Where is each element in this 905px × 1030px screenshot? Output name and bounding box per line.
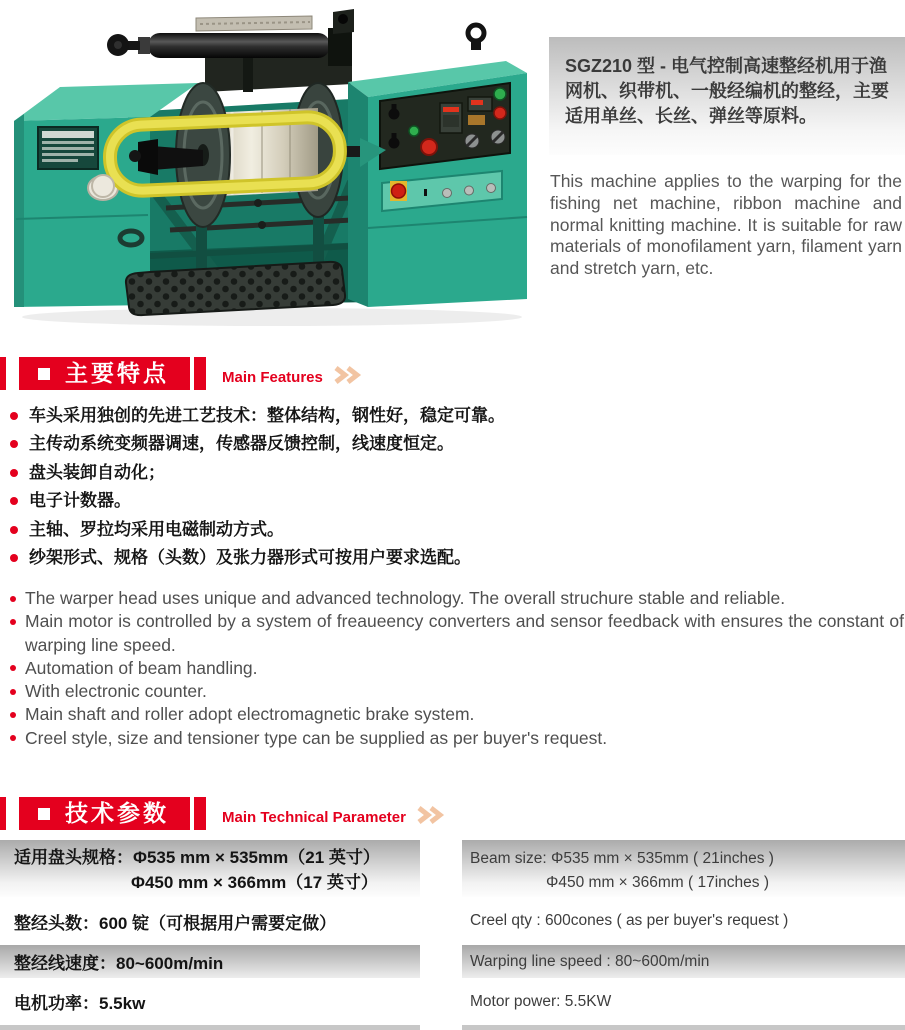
feature-cn-3: 盘头装卸自动化； bbox=[29, 462, 165, 482]
intro-english: This machine applies to the warping for the fishing net machine, ribbon machine and normal knitting machine. It is suitable for raw materials of monofilament yarn, filament yarn and stretch yarn, etc. bbox=[550, 171, 902, 279]
list-item bbox=[10, 487, 895, 515]
list-item bbox=[10, 430, 895, 458]
table-row bbox=[0, 897, 905, 945]
param-en-motor-power bbox=[462, 978, 905, 1025]
bullet-icon bbox=[10, 712, 16, 718]
param-cn-line-speed bbox=[0, 945, 420, 978]
feature-en-5: Main shaft and roller adopt electromagnetic brake system. bbox=[25, 704, 475, 725]
feature-cn-6: 纱架形式、规格（头数）及张力器形式可按用户要求选配。 bbox=[29, 548, 471, 568]
features-banner bbox=[0, 357, 363, 390]
feature-cn-5: 主轴、罗拉均采用电磁制动方式。 bbox=[29, 519, 284, 539]
feature-en-4: With electronic counter. bbox=[25, 681, 207, 702]
intro-chinese: SGZ210 型 - 电气控制高速整经机用于渔网机、织带机、一般经编机的整经，主要适用单丝、长丝、弹丝等原料。 bbox=[549, 37, 905, 155]
feature-cn-2: 主传动系统变频器调速，传感器反馈控制，线速度恒定。 bbox=[29, 434, 454, 454]
bullet-icon bbox=[10, 665, 16, 671]
features-list-cn bbox=[10, 402, 895, 572]
square-bullet-icon bbox=[38, 808, 50, 820]
machine-photo bbox=[0, 0, 540, 335]
list-item bbox=[10, 459, 895, 487]
list-item bbox=[10, 727, 904, 750]
table-row-partial bbox=[0, 1025, 905, 1030]
param-value: 整经头数：600 锭（可根据用户需要定做） bbox=[14, 913, 337, 933]
list-item bbox=[10, 516, 895, 544]
bullet-icon bbox=[10, 526, 18, 534]
param-value: Beam size: Φ535 mm × 535mm ( 21inches ) bbox=[470, 850, 774, 867]
list-item bbox=[10, 703, 904, 726]
list-item bbox=[10, 657, 904, 680]
banner-bar bbox=[194, 357, 206, 390]
bullet-icon bbox=[10, 619, 16, 625]
feature-en-3: Automation of beam handling. bbox=[25, 657, 258, 678]
parameters-title-cn: 技术参数 bbox=[65, 800, 169, 826]
param-value: 整经线速度：80~600m/min bbox=[14, 954, 224, 973]
param-value: 电机功率：5.5kw bbox=[14, 994, 146, 1013]
bullet-icon bbox=[10, 469, 18, 477]
param-en-line-speed bbox=[462, 945, 905, 978]
list-item bbox=[10, 402, 895, 430]
param-en-creel-qty bbox=[462, 897, 905, 945]
features-list-en bbox=[10, 587, 904, 750]
param-cn-motor-power bbox=[0, 978, 420, 1025]
parameters-banner bbox=[0, 797, 446, 830]
bullet-icon bbox=[10, 689, 16, 695]
param-cn-creel-qty bbox=[0, 897, 420, 945]
square-bullet-icon bbox=[38, 368, 50, 380]
feature-en-1: The warper head uses unique and advanced technology. The overall struchure stable and reliable. bbox=[25, 588, 786, 608]
parameters-title-en: Main Technical Parameter bbox=[222, 808, 406, 826]
param-cn-beam-size bbox=[0, 840, 420, 897]
feature-cn-1: 车头采用独创的先进工艺技术：整体结构，钢性好，稳定可靠。 bbox=[29, 406, 505, 425]
features-title-en: Main Features bbox=[222, 368, 323, 386]
param-value: Creel qty : 600cones ( as per buyer's request ) bbox=[470, 912, 789, 929]
param-value: 适用盘头规格：Φ535 mm × 535mm（21 英寸） bbox=[14, 848, 380, 867]
bullet-icon bbox=[10, 596, 16, 602]
bullet-icon bbox=[10, 440, 18, 448]
table-row bbox=[0, 945, 905, 978]
double-chevron-icon bbox=[333, 358, 363, 389]
feature-cn-4: 电子计数器。 bbox=[29, 491, 131, 511]
param-value: Motor power: 5.5KW bbox=[470, 992, 612, 1010]
list-item bbox=[10, 610, 904, 657]
features-banner-main bbox=[19, 357, 190, 390]
list-item bbox=[10, 587, 904, 610]
bullet-icon bbox=[10, 412, 18, 420]
bullet-icon bbox=[10, 497, 18, 505]
list-item bbox=[10, 544, 895, 572]
parameters-banner-main bbox=[19, 797, 190, 830]
param-value: Warping line speed : 80~600m/min bbox=[470, 952, 710, 970]
feature-en-2: Main motor is controlled by a system of freaueency converters and sensor feedback with ensures the constant of warping line speed. bbox=[25, 611, 904, 655]
list-item bbox=[10, 680, 904, 703]
feature-en-6: Creel style, size and tensioner type can be supplied as per buyer's request. bbox=[25, 727, 608, 748]
table-row bbox=[0, 840, 905, 897]
double-chevron-icon bbox=[416, 798, 446, 829]
bullet-icon bbox=[10, 735, 16, 741]
banner-bar bbox=[194, 797, 206, 830]
param-value: Φ450 mm × 366mm（17 英寸） bbox=[131, 873, 378, 892]
param-en-beam-size bbox=[462, 840, 905, 897]
parameters-table bbox=[0, 840, 905, 1030]
table-row bbox=[0, 978, 905, 1025]
features-title-cn: 主要特点 bbox=[65, 360, 169, 386]
bullet-icon bbox=[10, 554, 18, 562]
warping-machine-illustration bbox=[0, 0, 540, 335]
param-value: Φ450 mm × 366mm ( 17inches ) bbox=[546, 874, 769, 891]
